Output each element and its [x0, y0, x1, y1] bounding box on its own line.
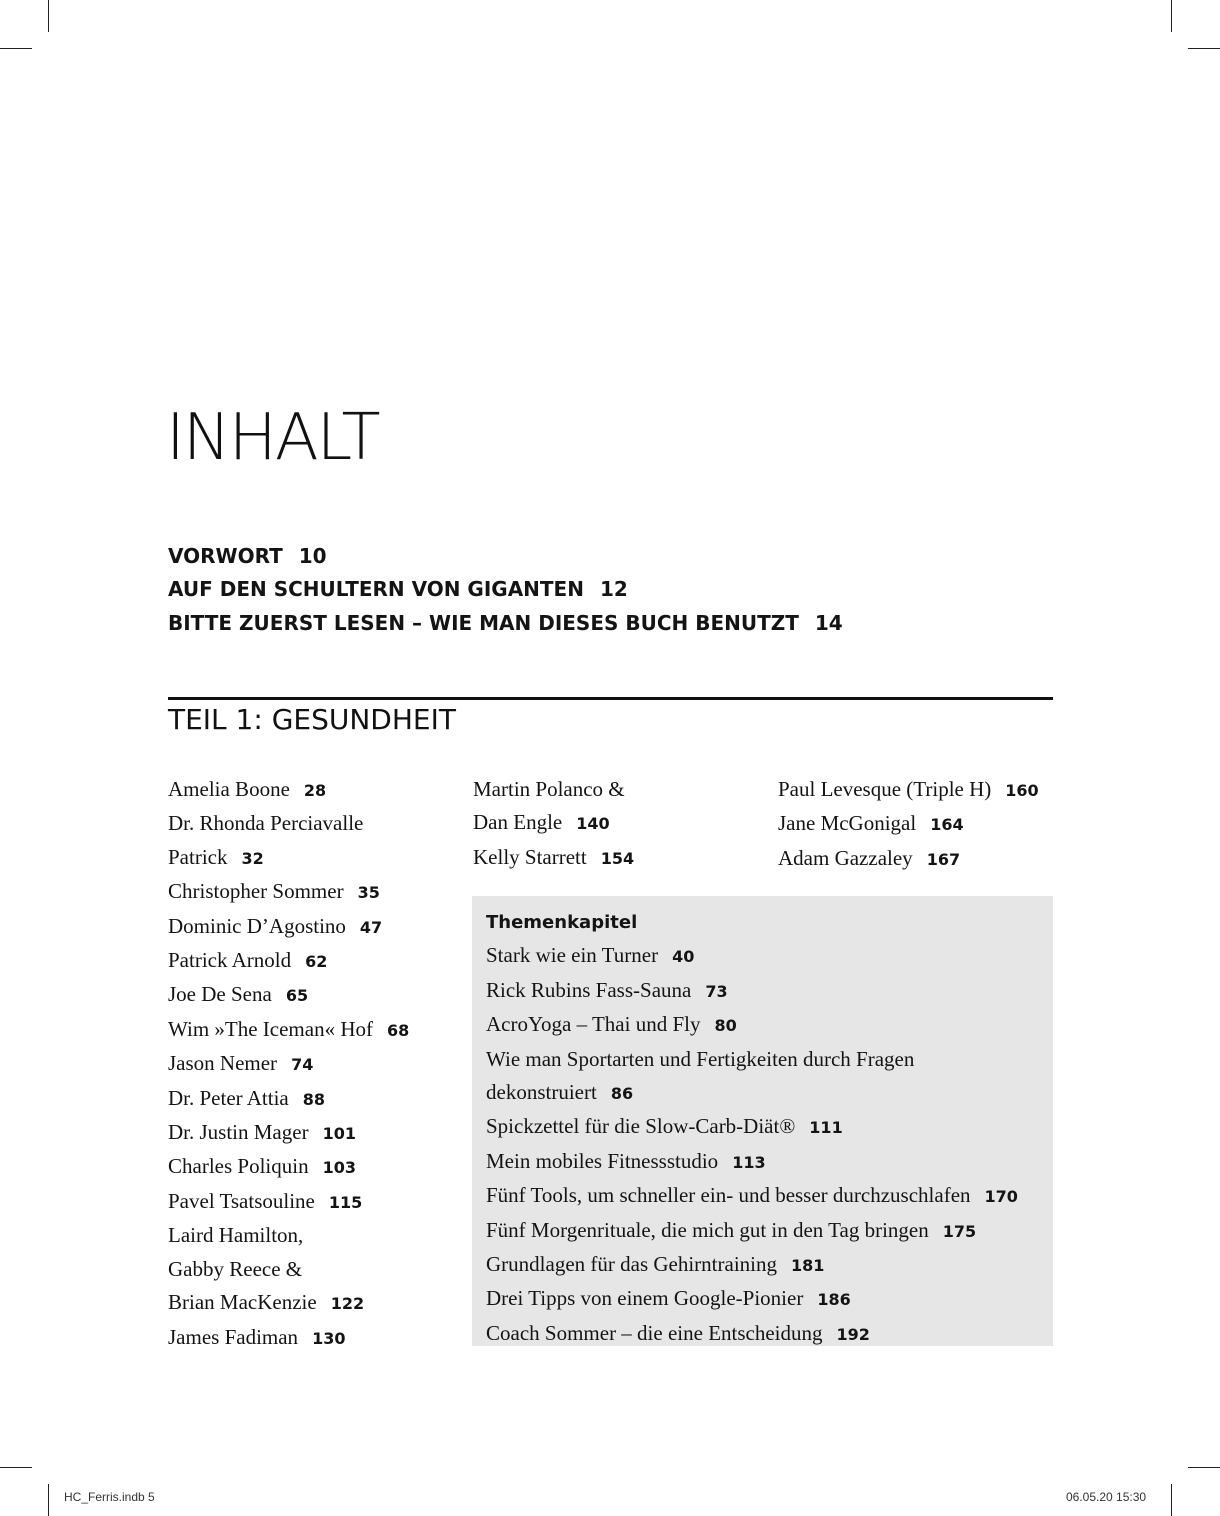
crop-mark: [48, 0, 49, 32]
toc-entry-label: VORWORT: [168, 544, 283, 568]
toc-entry[interactable]: [486, 1076, 1018, 1110]
toc-entry[interactable]: [486, 1317, 1018, 1351]
toc-entry-label: Drei Tipps von einem Google-Pionier: [486, 1286, 804, 1311]
toc-page-number: 170: [984, 1187, 1018, 1207]
toc-entry-label: Dan Engle: [473, 810, 563, 835]
page-title: INHALT: [166, 401, 379, 475]
toc-page-number: 186: [817, 1290, 851, 1310]
topic-chapters-box: [472, 896, 1053, 1346]
toc-page-number: 122: [330, 1294, 365, 1314]
toc-entry-label: Adam Gazzaley: [778, 845, 913, 870]
toc-entry-label: Spickzettel für die Slow-Carb-Diät®: [486, 1114, 796, 1139]
toc-entry-label: Patrick: [168, 844, 228, 869]
footer-timestamp: 06.05.20 15:30: [1066, 1490, 1147, 1504]
toc-page-number: 175: [942, 1221, 977, 1241]
toc-entry-label: Wim »The Iceman« Hof: [168, 1016, 373, 1041]
toc-page-number: 35: [357, 883, 380, 903]
toc-page-number: 62: [305, 952, 328, 972]
crop-mark: [0, 48, 32, 49]
toc-entry-label: Kelly Starrett: [473, 844, 587, 869]
toc-entry-label: Patrick Arnold: [168, 948, 292, 973]
toc-page-number: 164: [930, 815, 964, 835]
toc-entry[interactable]: [168, 573, 843, 606]
toc-entry-label: Dr. Rhonda Perciavalle: [168, 811, 364, 836]
toc-entry-label: Wie man Sportarten und Fertigkeiten durch Fragen: [486, 1046, 915, 1071]
topic-chapters-items: [486, 939, 1018, 1351]
toc-entry-label: AcroYoga – Thai und Fly: [486, 1012, 701, 1037]
toc-page-number: 80: [714, 1016, 737, 1036]
toc-entry[interactable]: [486, 939, 1018, 973]
toc-entry-label: Dominic D’Agostino: [168, 913, 346, 938]
toc-entry-label: Fünf Tools, um schneller ein- und besser durchzuschlafen: [486, 1183, 971, 1208]
toc-entry[interactable]: [168, 1219, 409, 1252]
toc-entry-label: Rick Rubins Fass-Sauna: [486, 977, 692, 1002]
toc-entry-label: Fünf Morgenrituale, die mich gut in den Tag bringen: [486, 1217, 929, 1242]
toc-entry[interactable]: [168, 1116, 409, 1150]
toc-entry[interactable]: [486, 1179, 1018, 1213]
toc-page-number: 14: [814, 610, 843, 635]
crop-mark: [0, 1467, 32, 1468]
toc-page-number: 130: [312, 1328, 346, 1348]
toc-entry[interactable]: [486, 1043, 1018, 1076]
toc-page-number: 68: [387, 1020, 410, 1040]
toc-entry[interactable]: [778, 773, 1039, 807]
crop-mark: [1188, 1467, 1220, 1468]
toc-entry[interactable]: [168, 875, 409, 909]
toc-entry-label: Gabby Reece &: [168, 1256, 303, 1281]
toc-entry[interactable]: [168, 1082, 409, 1116]
toc-entry[interactable]: [486, 1282, 1018, 1316]
toc-column-3: [778, 773, 1039, 876]
toc-entry-label: AUF DEN SCHULTERN VON GIGANTEN: [168, 577, 584, 602]
toc-entry-label: Joe De Sena: [168, 982, 272, 1007]
toc-column-1: [168, 773, 409, 1355]
toc-entry-label: Jason Nemer: [168, 1051, 278, 1076]
topic-chapters-list: [486, 906, 1018, 1351]
toc-entry[interactable]: [486, 974, 1018, 1008]
toc-page-number: 10: [298, 544, 327, 568]
toc-entry[interactable]: [778, 807, 1039, 841]
toc-entry-label: Paul Levesque (Triple H): [778, 777, 992, 801]
toc-entry[interactable]: [486, 1248, 1018, 1282]
toc-page-number: 65: [285, 986, 309, 1006]
toc-page-number: 160: [1005, 781, 1039, 800]
toc-entry[interactable]: [473, 806, 634, 840]
toc-page-number: 32: [241, 848, 264, 868]
toc-entry-label: Mein mobiles Fitnessstudio: [486, 1148, 719, 1173]
topic-chapters-heading: Themenkapitel: [486, 912, 638, 933]
toc-entry-label: Stark wie ein Turner: [486, 943, 659, 968]
toc-page-number: 40: [672, 947, 695, 967]
crop-mark: [48, 1484, 49, 1516]
toc-page-number: 113: [732, 1152, 766, 1172]
toc-page-number: 115: [328, 1192, 363, 1212]
toc-entry[interactable]: [486, 1008, 1018, 1042]
front-matter-list: [168, 540, 843, 640]
toc-page-number: 103: [322, 1158, 356, 1178]
toc-entry[interactable]: [486, 1214, 1018, 1248]
toc-entry-label: Christopher Sommer: [168, 879, 344, 904]
toc-entry[interactable]: [473, 773, 634, 806]
toc-entry-label: Dr. Peter Attia: [168, 1085, 289, 1110]
toc-entry-label: Grundlagen für das Gehirntraining: [486, 1252, 777, 1277]
toc-column-2: [473, 773, 634, 875]
toc-entry[interactable]: [168, 841, 409, 875]
toc-entry[interactable]: [486, 1110, 1018, 1144]
toc-entry-label: Pavel Tsatsouline: [168, 1188, 315, 1213]
toc-entry[interactable]: [168, 910, 409, 944]
toc-entry[interactable]: [168, 1286, 409, 1320]
toc-entry[interactable]: [168, 773, 409, 807]
toc-entry-label: dekonstruiert: [486, 1080, 597, 1105]
toc-entry[interactable]: [168, 807, 409, 840]
toc-entry[interactable]: [168, 1013, 409, 1047]
toc-page-number: 140: [576, 814, 610, 834]
toc-entry-label: Amelia Boone: [168, 777, 290, 801]
toc-entry[interactable]: [168, 1047, 409, 1081]
toc-entry-label: Coach Sommer – die eine Entscheidung: [486, 1320, 823, 1345]
toc-entry-label: Laird Hamilton,: [168, 1223, 304, 1248]
toc-entry-label: James Fadiman: [168, 1324, 299, 1349]
toc-page-number: 86: [610, 1084, 634, 1104]
toc-page-number: 101: [322, 1124, 356, 1144]
footer-file-label: HC_Ferris.indb 5: [64, 1490, 155, 1504]
crop-mark: [1171, 1484, 1172, 1516]
toc-page-number: 73: [705, 981, 728, 1001]
toc-entry[interactable]: [486, 1145, 1018, 1179]
toc-entry[interactable]: [473, 841, 634, 875]
toc-page-number: 28: [303, 781, 327, 800]
toc-page-number: 74: [291, 1055, 314, 1075]
toc-page-number: 192: [836, 1324, 870, 1344]
toc-page-number: 167: [926, 849, 961, 869]
crop-mark: [1188, 48, 1220, 49]
toc-entry[interactable]: [168, 1185, 409, 1219]
toc-entry-label: BITTE ZUERST LESEN – WIE MAN DIESES BUCH BENUTZT: [168, 610, 799, 635]
toc-entry-label: Dr. Justin Mager: [168, 1120, 309, 1145]
toc-page-number: 111: [809, 1118, 843, 1138]
toc-entry-label: Martin Polanco &: [473, 777, 625, 801]
toc-entry[interactable]: [168, 944, 409, 978]
toc-page-number: 88: [302, 1089, 325, 1109]
toc-entry-label: Brian MacKenzie: [168, 1290, 317, 1315]
toc-entry[interactable]: [168, 607, 843, 640]
toc-entry[interactable]: [168, 540, 843, 573]
toc-entry[interactable]: [168, 978, 409, 1012]
toc-entry[interactable]: [168, 1321, 409, 1355]
toc-entry[interactable]: [168, 1253, 409, 1286]
toc-entry-label: Charles Poliquin: [168, 1154, 309, 1179]
toc-page-number: 181: [791, 1256, 825, 1276]
toc-page-number: 12: [599, 577, 628, 602]
toc-entry[interactable]: [168, 1150, 409, 1184]
toc-page-number: 47: [359, 917, 383, 937]
toc-page-number: 154: [600, 848, 635, 868]
section-title: TEIL 1: GESUNDHEIT: [168, 703, 456, 736]
toc-entry[interactable]: [778, 842, 1039, 876]
toc-entry-label: Jane McGonigal: [778, 811, 917, 836]
crop-mark: [1171, 0, 1172, 32]
